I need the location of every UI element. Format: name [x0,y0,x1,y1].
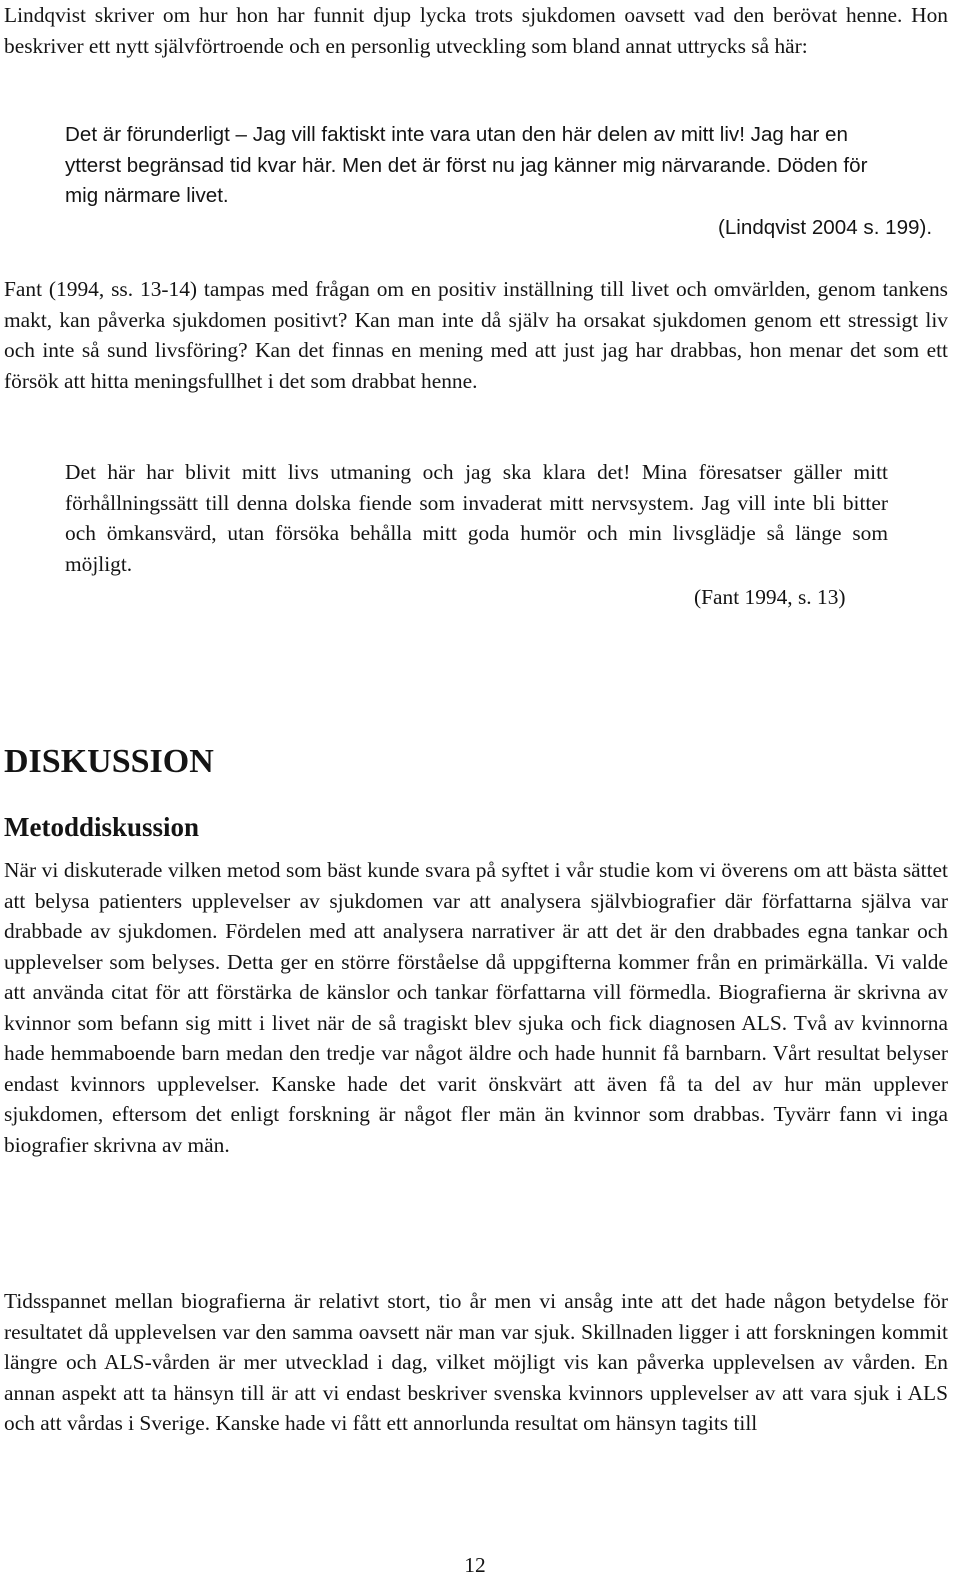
quote-lindqvist: Det är förunderligt – Jag vill faktiskt inte vara utan den här delen av mitt liv! Jag har en ytterst begränsad tid kvar här. Men det är först nu jag känner mig närvarande. Döden för mig närmare livet. [65,123,868,207]
subsection-heading: Metoddiskussion [4,812,200,842]
quote-fant: Det här har blivit mitt livs utmaning och jag ska klara det! Mina föresatser gäller mitt förhållningssätt till denna dolska fiende som invaderat mitt nervsystem. Jag vill inte bli bitter och ömkansvärd, utan försöka behålla mitt goda humör och min livsglädje så länge som möjligt. [65,460,888,576]
paragraph-fant-summary: Fant (1994, ss. 13-14) tampas med frågan om en positiv inställning till livet och omvärlden, genom tankens makt, kan påverka sjukdomen positivt? Kan man inte då själv ha orsakat sjukdomen genom ett stressigt liv och inte så sund livsföring? Kan det finnas en mening med att just jag har drabbas, hon menar det som ett försök att hitta meningsfullhet i det som drabbat henne. [4,277,948,393]
citation-lindqvist: (Lindqvist 2004 s. 199). [718,216,933,239]
page-number: 12 [464,1553,486,1577]
paragraph-intro-lindqvist: Lindqvist skriver om hur hon har funnit djup lycka trots sjukdomen oavsett vad den berövat henne. Hon beskriver ett nytt självförtroende och en personlig utveckling som bland annat uttrycks så här: [4,3,948,58]
paragraph-method-2: Tidsspannet mellan biografierna är relativt stort, tio år men vi ansåg inte att det hade någon betydelse för resultatet då upplevelsen var den samma oavsett när man var sjuk. Skillnaden ligger i att forskningen kommit längre och ALS-vården är mer utvecklad i dag, vilket möjligt vis kan påverka upplevelsen av vården. En annan aspekt att ta hänsyn till är att vi endast beskriver svenska kvinnors upplevelser av att vara sjuk i ALS och att vårdas i Sverige. Kanske hade vi fått ett annorlunda resultat om hänsyn tagits till [4,1289,948,1435]
paragraph-method-1: När vi diskuterade vilken metod som bäst kunde svara på syftet i vår studie kom vi överens om att bästa sättet att belysa patienters upplevelser av sjukdomen var att analysera självbiografier där författarna själva var drabbade av sjukdomen. Fördelen med att analysera narrativer är att det är den drabbades egna tankar och upplevelser som belyses. Detta ger en större förståelse då uppgifterna kommer från en primärkälla. Vi valde att använda citat för att förstärka de känslor och tankar författarna vill förmedla. Biografierna är skrivna av kvinnor som befann sig mitt i livet när de så tragiskt blev sjuka och fick diagnosen ALS. Två av kvinnorna hade hemmaboende barn medan den tredje var något äldre och hade hunnit få barnbarn. Vårt resultat belyser endast kvinnors upplevelser. Kanske hade det varit önskvärt att även få ta del av hur män upplever sjukdomen, eftersom det enligt forskning är något fler män än kvinnor som drabbas. Tyvärr fann vi inga biografier skrivna av män. [4,858,948,1157]
citation-fant: (Fant 1994, s. 13) [694,585,846,609]
section-heading: DISKUSSION [4,743,214,780]
